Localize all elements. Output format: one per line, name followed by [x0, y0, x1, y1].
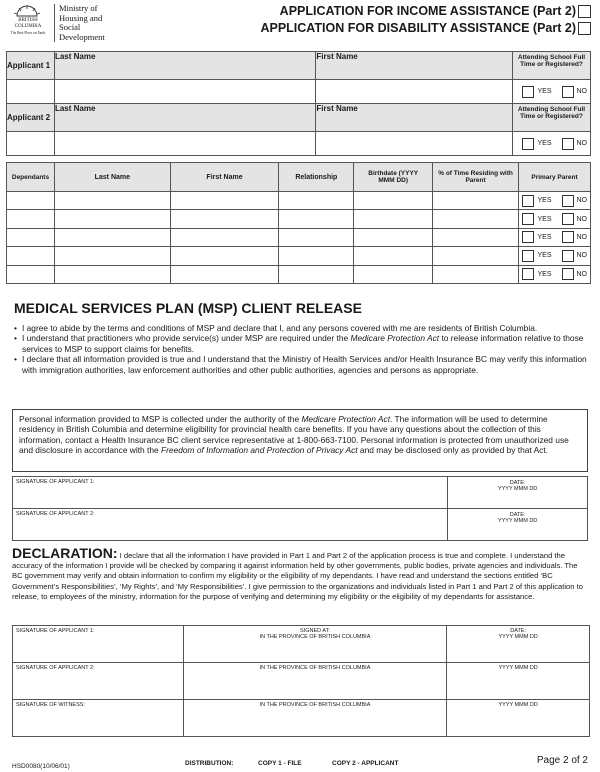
no-label: NO [576, 252, 587, 260]
dependant-birthdate-input[interactable] [354, 247, 433, 265]
date-format: YYYY MMM DD [497, 518, 538, 524]
title-income-assistance [280, 4, 576, 18]
msp-sig-2-label: SIGNATURE OF APPLICANT 2: [16, 511, 95, 517]
province-label: IN THE PROVINCE OF BRITISH COLUMBIA [259, 702, 371, 708]
decl-sig-witness-label: SIGNATURE OF WITNESS: [16, 702, 85, 708]
logo-line-1: BRITISH [18, 18, 38, 23]
applicant-2-last-name-input[interactable] [54, 132, 315, 156]
primary-parent-choice [518, 247, 590, 265]
applicant-2-yes-checkbox[interactable] [522, 138, 534, 150]
msp-bullet-2 [12, 333, 587, 354]
date-format: YYYY MMM DD [497, 486, 538, 492]
dependant-first-name-input[interactable] [170, 247, 279, 265]
disability-assistance-checkbox[interactable] [578, 22, 591, 35]
primary-parent-no-checkbox[interactable] [562, 268, 574, 280]
primary-parent-no-checkbox[interactable] [562, 231, 574, 243]
dependant-first-name-input[interactable] [170, 265, 279, 283]
primary-parent-header: Primary Parent [518, 163, 590, 192]
dependant-number-cell [7, 192, 55, 210]
title-income-text: APPLICATION FOR INCOME ASSISTANCE (Part 2) [279, 4, 576, 18]
no-label: NO [576, 88, 587, 95]
no-label: NO [576, 270, 587, 278]
privacy-text-a: Personal information provided to MSP is collected under the authority of the [19, 414, 302, 424]
dependant-relationship-input[interactable] [279, 265, 354, 283]
dependant-percent-time-input[interactable] [433, 192, 519, 210]
first-name-header: First Name [316, 104, 513, 132]
decl-date-2-field[interactable] [447, 663, 590, 700]
declaration-signature-table [12, 625, 590, 737]
last-name-header: Last Name [54, 104, 315, 132]
percent-time-header: % of Time Residing with Parent [433, 163, 519, 192]
primary-parent-yes-checkbox[interactable] [522, 213, 534, 225]
logo-line-2: COLUMBIA [14, 24, 42, 29]
ministry-line-3: Social Development [59, 22, 105, 42]
dependant-percent-time-input[interactable] [433, 210, 519, 228]
dependant-row [7, 265, 591, 283]
primary-parent-no-checkbox[interactable] [562, 195, 574, 207]
dependant-relationship-input[interactable] [279, 210, 354, 228]
msp-sig-1-label: SIGNATURE OF APPLICANT 1: [16, 479, 95, 485]
dependant-number-cell [7, 210, 55, 228]
applicant-1-spacer [7, 80, 55, 104]
first-name-header: First Name [316, 52, 513, 80]
dependant-last-name-input[interactable] [54, 228, 170, 246]
applicant-2-spacer [7, 132, 55, 156]
yes-label: YES [537, 140, 552, 147]
msp-bullet-2-text-a: I understand that practitioners who provide service(s) under MSP are required under the [22, 333, 351, 344]
dependant-relationship-input[interactable] [279, 247, 354, 265]
distribution-label: DISTRIBUTION: [185, 760, 234, 767]
bc-government-logo [8, 3, 128, 42]
income-assistance-checkbox[interactable] [578, 5, 591, 18]
applicant-1-yes-checkbox[interactable] [522, 86, 534, 98]
dependant-last-name-input[interactable] [54, 265, 170, 283]
dependants-header: Dependants [7, 163, 55, 192]
decl-sig-1-label: SIGNATURE OF APPLICANT 1: [16, 628, 95, 634]
primary-parent-yes-checkbox[interactable] [522, 231, 534, 243]
form-number: HSD0080(10/06/01) [12, 763, 70, 770]
declaration-heading: DECLARATION: [12, 545, 118, 561]
applicant-1-label: Applicant 1 [7, 52, 55, 80]
copy-2-label: COPY 2 - APPLICANT [332, 760, 399, 767]
ministry-line-1: Ministry of [59, 3, 98, 13]
dependant-first-name-input[interactable] [170, 228, 279, 246]
dependant-first-name-input[interactable] [170, 192, 279, 210]
msp-sig-applicant-2-field[interactable] [13, 509, 448, 541]
applicant-table [6, 51, 591, 156]
decl-sig-witness-field[interactable] [13, 700, 184, 737]
yes-label: YES [537, 215, 552, 223]
msp-bullets [12, 323, 587, 375]
privacy-text-c: and may be disclosed only as provided by that Act. [357, 445, 549, 456]
msp-heading: MEDICAL SERVICES PLAN (MSP) CLIENT RELEASE [14, 300, 362, 316]
date-label: DATE: [509, 480, 526, 486]
privacy-text-b: . The information will be used to determine residency in British Columbia and determine eligibility for provincial health care benefits. If you have any questions about the collection of this information, contact a Health Insurance BC client service representative at 1-800-663-7100. Personal information is protected from unauthorized use and disclosure in accordance with the [19, 414, 569, 456]
dependant-birthdate-input[interactable] [354, 192, 433, 210]
date-format: YYYY MMM DD [498, 702, 538, 708]
primary-parent-choice [518, 192, 590, 210]
logo-line-3: The Best Place on Earth [10, 31, 46, 35]
last-name-header: Last Name [54, 52, 315, 80]
yes-label: YES [537, 270, 552, 278]
no-label: NO [576, 197, 587, 205]
dependant-number-cell [7, 265, 55, 283]
dependant-row [7, 210, 591, 228]
yes-label: YES [537, 252, 552, 260]
date-label: DATE: [510, 628, 527, 634]
primary-parent-choice [518, 265, 590, 283]
dependant-birthdate-input[interactable] [354, 265, 433, 283]
birthdate-header: Birthdate (YYYY MMM DD) [354, 163, 433, 192]
dependant-number-cell [7, 228, 55, 246]
applicant-2-label: Applicant 2 [7, 104, 55, 132]
msp-bullet-3: • I declare that all information provided is true and I understand that the Ministry of Health Services and/or Health Insurance BC may verify this information with immigration authorities, law enforcement authorities and other public authorities, agencies and persons as appropriate. [12, 354, 587, 375]
ministry-name [54, 4, 128, 42]
primary-parent-no-checkbox[interactable] [562, 250, 574, 262]
decl-date-3-field[interactable] [447, 700, 590, 737]
applicant-1-last-name-input[interactable] [54, 80, 315, 104]
date-label: DATE: [509, 512, 526, 518]
primary-parent-choice [518, 228, 590, 246]
signed-at-label: SIGNED AT: [300, 628, 330, 634]
dependant-birthdate-input[interactable] [354, 210, 433, 228]
msp-date-1-field[interactable] [448, 477, 588, 509]
privacy-act-ref-1: Medicare Protection Act [301, 414, 391, 424]
page-number: Page 2 of 2 [536, 755, 588, 766]
relationship-header: Relationship [279, 163, 354, 192]
declaration-paragraph [12, 545, 590, 602]
yes-label: YES [537, 233, 552, 241]
msp-sig-applicant-1-field[interactable] [13, 477, 448, 509]
dep-first-name-header: First Name [170, 163, 279, 192]
ministry-line-2: Housing and [59, 12, 103, 23]
applicant-1-no-checkbox[interactable] [562, 86, 574, 98]
date-format: YYYY MMM DD [498, 665, 538, 671]
applicant-2-first-name-input[interactable] [316, 132, 513, 156]
decl-sig-applicant-1-field[interactable] [13, 626, 184, 663]
decl-signed-at-2-field[interactable] [183, 663, 447, 700]
msp-signature-table [12, 476, 588, 541]
no-label: NO [576, 233, 587, 241]
date-format: YYYY MMM DD [498, 634, 538, 640]
dependant-percent-time-input[interactable] [433, 265, 519, 283]
dependant-first-name-input[interactable] [170, 210, 279, 228]
primary-parent-yes-checkbox[interactable] [522, 250, 534, 262]
no-label: NO [576, 140, 587, 147]
dependant-row [7, 192, 591, 210]
decl-sig-applicant-2-field[interactable] [13, 663, 184, 700]
applicant-1-first-name-input[interactable] [316, 80, 513, 104]
attending-school-header: Attending School Full Time or Registered? [513, 52, 591, 80]
dependant-percent-time-input[interactable] [433, 228, 519, 246]
declaration-text: I declare that all the information I have provided in Part 1 and Part 2 of the application process is true and complete. I understand the accuracy of the information I provide will be checked by comparing it against information held by other governments, public bodies, private agencies and individuals. The BC government may verify and obtain information to confirm my eligibility or the eligibility of my dependants. I have read and understand the sections entitled ‘BC Government’s Responsibilities’, ‘My Rights’, and ‘My Responsibilities’. I give permission to the organizations and individuals listed in Part 1 and Part 2 of this application to release, to employees of the ministry, information for the purpose of verifying and determining my eligibility or the eligibility of my dependants for assistance. [12, 551, 583, 601]
applicant-1-school-choice [513, 80, 591, 104]
primary-parent-yes-checkbox[interactable] [522, 268, 534, 280]
yes-label: YES [537, 197, 552, 205]
decl-sig-2-label: SIGNATURE OF APPLICANT 2: [16, 665, 95, 671]
attending-school-header: Attending School Full Time or Registered? [513, 104, 591, 132]
msp-date-2-field[interactable] [448, 509, 588, 541]
privacy-act-ref-2: Freedom of Information and Protection of Privacy Act [161, 445, 358, 456]
applicant-2-no-checkbox[interactable] [562, 138, 574, 150]
dependant-percent-time-input[interactable] [433, 247, 519, 265]
primary-parent-no-checkbox[interactable] [562, 213, 574, 225]
msp-bullet-2-text-b: to release information relative to those services to MSP to support claims for benefits. [22, 333, 584, 354]
province-label: IN THE PROVINCE OF BRITISH COLUMBIA [259, 634, 371, 640]
dependant-number-cell [7, 247, 55, 265]
no-label: NO [576, 215, 587, 223]
dependant-birthdate-input[interactable] [354, 228, 433, 246]
medicare-act-ref: Medicare Protection Act [350, 333, 440, 344]
applicant-2-school-choice [513, 132, 591, 156]
title-disability-text: APPLICATION FOR DISABILITY ASSISTANCE (Part 2) [260, 21, 576, 35]
primary-parent-yes-checkbox[interactable] [522, 195, 534, 207]
copy-1-label: COPY 1 - FILE [258, 760, 302, 767]
msp-bullet-1: • I agree to abide by the terms and conditions of MSP and declare that I, and any persons covered with me are residents of British Columbia. [12, 323, 587, 333]
dependant-last-name-input[interactable] [54, 210, 170, 228]
dependant-last-name-input[interactable] [54, 247, 170, 265]
dependant-relationship-input[interactable] [279, 192, 354, 210]
privacy-notice [12, 409, 588, 472]
yes-label: YES [537, 88, 552, 95]
decl-signed-at-1-field[interactable] [183, 626, 447, 663]
dependants-table [6, 162, 591, 284]
title-disability-assistance [260, 21, 576, 35]
dependant-relationship-input[interactable] [279, 228, 354, 246]
dep-last-name-header: Last Name [54, 163, 170, 192]
province-label: IN THE PROVINCE OF BRITISH COLUMBIA [259, 665, 371, 671]
decl-date-1-field[interactable] [447, 626, 590, 663]
dependants-header-row [7, 163, 591, 192]
dependant-row [7, 247, 591, 265]
primary-parent-choice [518, 210, 590, 228]
decl-signed-at-3-field[interactable] [183, 700, 447, 737]
dependant-last-name-input[interactable] [54, 192, 170, 210]
dependant-row [7, 228, 591, 246]
